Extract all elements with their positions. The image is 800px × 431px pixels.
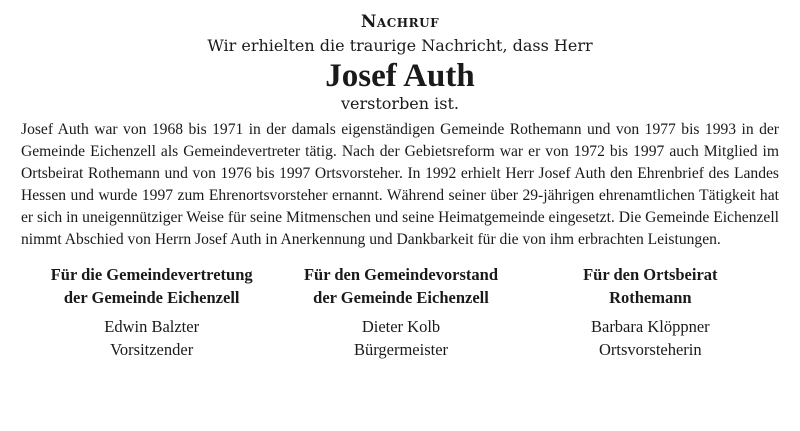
- signature-person: Barbara Klöppner: [590, 317, 710, 336]
- signature-role: Ortsvorsteherin: [598, 340, 702, 359]
- obituary-body: Josef Auth war von 1968 bis 1971 in der damals eigenständigen Gemeinde Rothemann und von 1977 bis 1993 in der Gemeinde Eichenzell als Gemeindevertreter tätig. Nach der Gebietsreform war er von 1972 bis 1997 auch Mitglied im Ortsbeirat Rothemann und von 1976 bis 1997 Ortsvorsteher. In 1992 erhielt Herr Josef Auth den Ehrenbrief des Landes Hessen und wurde 1997 zum Ehrenortsvorsteher ernannt. Während seiner über 29-jährigen ehrenamtlichen Tätigkeit hat er sich in uneigennütziger Weise für seine Mitmenschen und seine Heimatgemeinde eingesetzt. Die Gemeinde Eichenzell nimmt Abschied von Herrn Josef Auth in Anerkennung und Dankbarkeit für die von ihm erbrachten Leistungen.: [21, 121, 779, 248]
- intro-line: Wir erhielten die traurige Nachricht, dass Herr: [207, 36, 593, 55]
- signature-gemeindevertretung: [27, 263, 276, 361]
- deceased-name: Josef Auth: [325, 58, 475, 94]
- signature-role: Vorsitzender: [110, 340, 194, 359]
- signature-gemeindevorstand: [276, 263, 525, 361]
- signature-org-line: Für den Ortsbeirat: [583, 265, 718, 284]
- signature-org-line: Für den Gemeindevorstand: [303, 265, 499, 284]
- signature-person: Edwin Balzter: [104, 317, 200, 336]
- status-line: verstorben ist.: [340, 94, 460, 113]
- notice-heading: Nachruf: [360, 12, 440, 32]
- signature-org-line: der Gemeinde Eichenzell: [313, 288, 489, 307]
- signature-block: [21, 263, 779, 361]
- signature-person: Dieter Kolb: [361, 317, 441, 336]
- signature-org-line: Rothemann: [609, 288, 692, 307]
- signature-ortsbeirat: [526, 263, 775, 361]
- signature-role: Bürgermeister: [353, 340, 449, 359]
- signature-org-line: Für die Gemeindevertretung: [50, 265, 253, 284]
- signature-org-line: der Gemeinde Eichenzell: [63, 288, 240, 307]
